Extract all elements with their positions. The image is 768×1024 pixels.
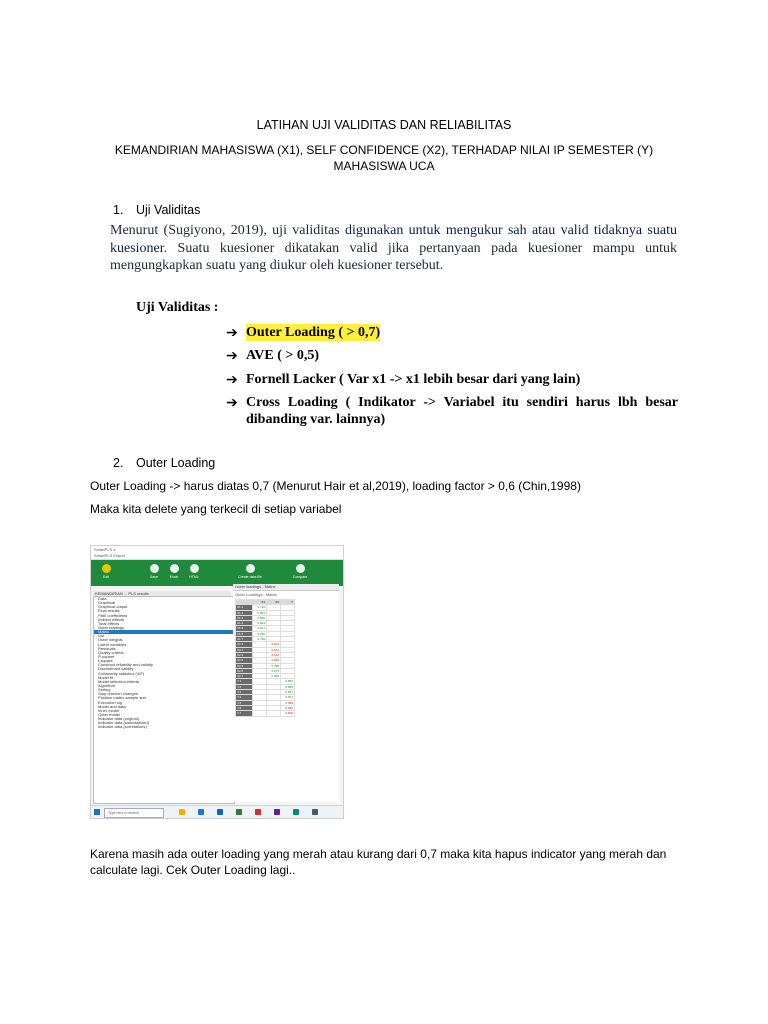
outer-loading-rule: Outer Loading -> harus diatas 0,7 (Menurut Hair et al,2019), loading factor > 0,6 (Chin,1998) (90, 479, 581, 493)
loading-cell: 0.800 (253, 615, 267, 620)
nav-item[interactable]: Collinearity statistics (VIF) (98, 671, 145, 676)
criteria-text: Fornell Lacker ( Var x1 -> x1 lebih besar dari yang lain) (246, 372, 581, 387)
row-label: X1.3 (236, 615, 253, 620)
loading-cell: 0.674 (267, 647, 281, 652)
create-data-file-button[interactable] (235, 564, 265, 579)
row-label: X1.6 (236, 631, 253, 636)
paragraph-text-2: . Suatu kuesioner dikatakan valid jika pertanyaan pada kuesioner mampu untuk mengungkapkan suatu yang diukur oleh kuesioner tersebut. (110, 240, 677, 273)
section-1-title: Uji Validitas (136, 203, 201, 217)
closing-paragraph: Karena masih ada outer loading yang merah atau kurang dari 0,7 maka kita hapus indicator yang merah dan calculate lagi. Cek Outer Loading lagi.. (90, 847, 667, 877)
loading-cell: 0.726 (253, 605, 267, 610)
row-label: Y.6 (236, 705, 253, 710)
column-header: X2 (267, 600, 281, 605)
save-icon (150, 564, 159, 573)
criteria-text: Cross Loading ( Indikator -> Variabel itu sendiri harus lbh besar dibanding var. lainnya) (246, 395, 678, 427)
nav-item[interactable]: Indicator data (correlations) (98, 725, 147, 730)
nav-item[interactable]: Latent variables (98, 642, 127, 647)
taskbar-app-icon[interactable] (179, 809, 185, 815)
nav-item[interactable]: f-square (98, 659, 113, 664)
subtitle-line-2: MAHASISWA UCA (333, 159, 435, 173)
section-2-heading (113, 456, 216, 470)
excel-button[interactable] (163, 564, 185, 579)
paragraph-emphasis: digunakan untuk mengukur sah atau valid tidaknya suatu kuesioner (110, 223, 677, 256)
criteria-item (226, 347, 678, 364)
loading-cell: 0.655 (281, 705, 295, 710)
row-label: Y.7 (236, 711, 253, 716)
edit-label: Edit (102, 575, 110, 579)
nav-item[interactable]: Graphical (98, 601, 116, 606)
loading-cell: 0.606 (281, 711, 295, 716)
nav-item[interactable]: Algorithm (98, 683, 115, 688)
nav-item[interactable]: Indirect effects (98, 617, 124, 622)
loading-cell: 0.609 (267, 658, 281, 663)
row-label: Y.2 (236, 684, 253, 689)
results-navigator (93, 596, 235, 804)
save-label: Save (150, 575, 158, 579)
loading-cell: 0.782 (253, 631, 267, 636)
nav-item[interactable]: Matrix (94, 630, 234, 634)
nav-item[interactable]: Construct reliability and validity (98, 663, 153, 668)
nav-item[interactable]: Setting (98, 688, 111, 693)
nav-item[interactable]: Model and data (98, 704, 126, 709)
loading-cell: 0.873 (267, 668, 281, 673)
row-label: X1.2 (236, 610, 253, 615)
taskbar-app-icon[interactable] (274, 809, 280, 815)
row-label: Y.3 (236, 690, 253, 695)
taskbar-search[interactable]: Type here to search (104, 808, 164, 818)
nav-item[interactable]: Stop criterion changes (98, 692, 138, 697)
nav-item[interactable]: Outer weights (98, 638, 123, 643)
nav-item[interactable]: Discriminant validity (98, 667, 134, 672)
edit-icon (102, 564, 111, 573)
nav-item[interactable]: Inner model (98, 708, 120, 713)
taskbar-app-icon[interactable] (217, 809, 223, 815)
taskbar-app-icon[interactable] (293, 809, 299, 815)
page-subtitle (0, 142, 768, 174)
html-icon (190, 564, 199, 573)
nav-item[interactable]: Model fit (98, 675, 114, 680)
row-label: Y.5 (236, 700, 253, 705)
smartpls-screenshot (90, 545, 344, 819)
loading-cell (253, 711, 267, 716)
arrow-icon: ➔ (226, 324, 238, 340)
taskbar-app-icon[interactable] (198, 809, 204, 815)
nav-item[interactable]: Position matrix sample size (98, 696, 147, 701)
loading-cell: 0.612 (267, 652, 281, 657)
nav-item[interactable]: Final results (98, 609, 120, 614)
loading-cell: 0.803 (253, 610, 267, 615)
page-title: LATIHAN UJI VALIDITAS DAN RELIABILITAS (256, 118, 512, 132)
row-label: X2.2 (236, 647, 253, 652)
row-label: Y.1 (236, 679, 253, 684)
paragraph-text-1: Menurut (Sugiyono, 2019), uji validitas (110, 223, 346, 238)
nav-item[interactable]: Outer loadings (98, 625, 125, 630)
result-tab[interactable]: Outer loadings - Matrix (233, 584, 339, 591)
loading-cell: 0.853 (281, 679, 295, 684)
loading-cell: 0.817 (253, 626, 267, 631)
html-button[interactable] (183, 564, 205, 579)
column-header: X1 (253, 600, 267, 605)
edit-button[interactable] (95, 564, 117, 579)
nav-header: KEMANDIRIAN ... PLS results (93, 591, 231, 596)
nav-item[interactable]: Quality criteria (98, 650, 124, 655)
nav-item[interactable]: Graphical output (98, 605, 128, 610)
loading-cell: 0.696 (281, 700, 295, 705)
window-title: SmartPLS 4 (91, 546, 343, 553)
column-header: Y (281, 600, 295, 605)
arrow-icon: ➔ (226, 394, 238, 410)
loading-cell: 0.838 (267, 674, 281, 679)
loading-cell: 0.844 (253, 621, 267, 626)
excel-icon (170, 564, 179, 573)
loading-cell: 0.790 (253, 637, 267, 642)
result-title: Outer Loadings - Matrix (235, 592, 277, 597)
row-label: Y.4 (236, 695, 253, 700)
criteria-label: Uji Validitas : (136, 300, 219, 315)
nav-item[interactable]: Indicator data (standardized) (98, 721, 149, 726)
outer-loadings-table (235, 599, 295, 717)
compare-icon (296, 564, 305, 573)
delete-instruction: Maka kita delete yang terkecil di setiap variabel (90, 502, 342, 516)
html-label: HTML (189, 575, 199, 579)
loading-cell (267, 711, 281, 716)
nav-item[interactable]: List (98, 634, 105, 639)
row-label: X2.4 (236, 658, 253, 663)
criteria-text: Outer Loading ( > 0,7) (246, 325, 381, 340)
loading-cell: 0.871 (281, 695, 295, 700)
compare-label: Compare (292, 575, 308, 579)
menu-bar: SmartPLS Export (91, 553, 343, 560)
nav-item[interactable]: Outer model (98, 712, 121, 717)
excel-label: Excel (169, 575, 179, 579)
loading-cell: 0.798 (267, 663, 281, 668)
compare-button[interactable] (289, 564, 311, 579)
row-label: X2.6 (236, 668, 253, 673)
row-label: X2.7 (236, 674, 253, 679)
taskbar (91, 805, 343, 818)
row-label: X2.3 (236, 652, 253, 657)
loading-cell: 0.857 (281, 690, 295, 695)
nav-item[interactable]: Data (98, 597, 107, 601)
nav-item[interactable]: R-square (98, 654, 115, 659)
subtitle-line-1: KEMANDIRIAN MAHASISWA (X1), SELF CONFIDENCE (X2), TERHADAP NILAI IP SEMESTER (Y) (114, 143, 654, 157)
criteria-item (226, 394, 678, 428)
windows-start-icon[interactable] (94, 809, 100, 815)
row-label: X1.1 (236, 605, 253, 610)
taskbar-app-icon[interactable] (255, 809, 261, 815)
criteria-item (226, 371, 678, 388)
criteria-text: AVE ( > 0,5) (246, 348, 320, 363)
nav-item[interactable]: Path coefficients (98, 613, 128, 618)
criteria-item (226, 324, 678, 341)
row-label: X1.5 (236, 626, 253, 631)
arrow-icon: ➔ (226, 371, 238, 387)
row-label: X1.4 (236, 621, 253, 626)
nav-item[interactable]: Execution log (98, 700, 123, 705)
row-label: X2.1 (236, 642, 253, 647)
section-1-number: 1. (113, 203, 124, 217)
row-label: X1.7 (236, 637, 253, 642)
create-data-file-icon (246, 564, 255, 573)
table-row (236, 711, 295, 716)
nav-item[interactable]: Model selection criteria (98, 679, 139, 684)
create-data-file-label: Create data file (238, 575, 262, 579)
results-panel (233, 584, 339, 802)
validity-paragraph (110, 222, 677, 275)
nav-item[interactable]: Residuals (98, 646, 116, 651)
ribbon (91, 560, 343, 586)
section-1-heading (113, 203, 201, 217)
taskbar-app-icon[interactable] (312, 809, 318, 815)
loading-cell: 0.899 (281, 684, 295, 689)
section-2-number: 2. (113, 456, 124, 470)
section-2-title: Outer Loading (136, 456, 216, 470)
nav-item[interactable]: Indicator data (original) (98, 717, 139, 722)
row-label: X2.5 (236, 663, 253, 668)
nav-item[interactable]: Total effects (98, 621, 120, 626)
save-button[interactable] (143, 564, 165, 579)
taskbar-app-icon[interactable] (236, 809, 242, 815)
loading-cell: 0.603 (267, 642, 281, 647)
arrow-icon: ➔ (226, 347, 238, 363)
